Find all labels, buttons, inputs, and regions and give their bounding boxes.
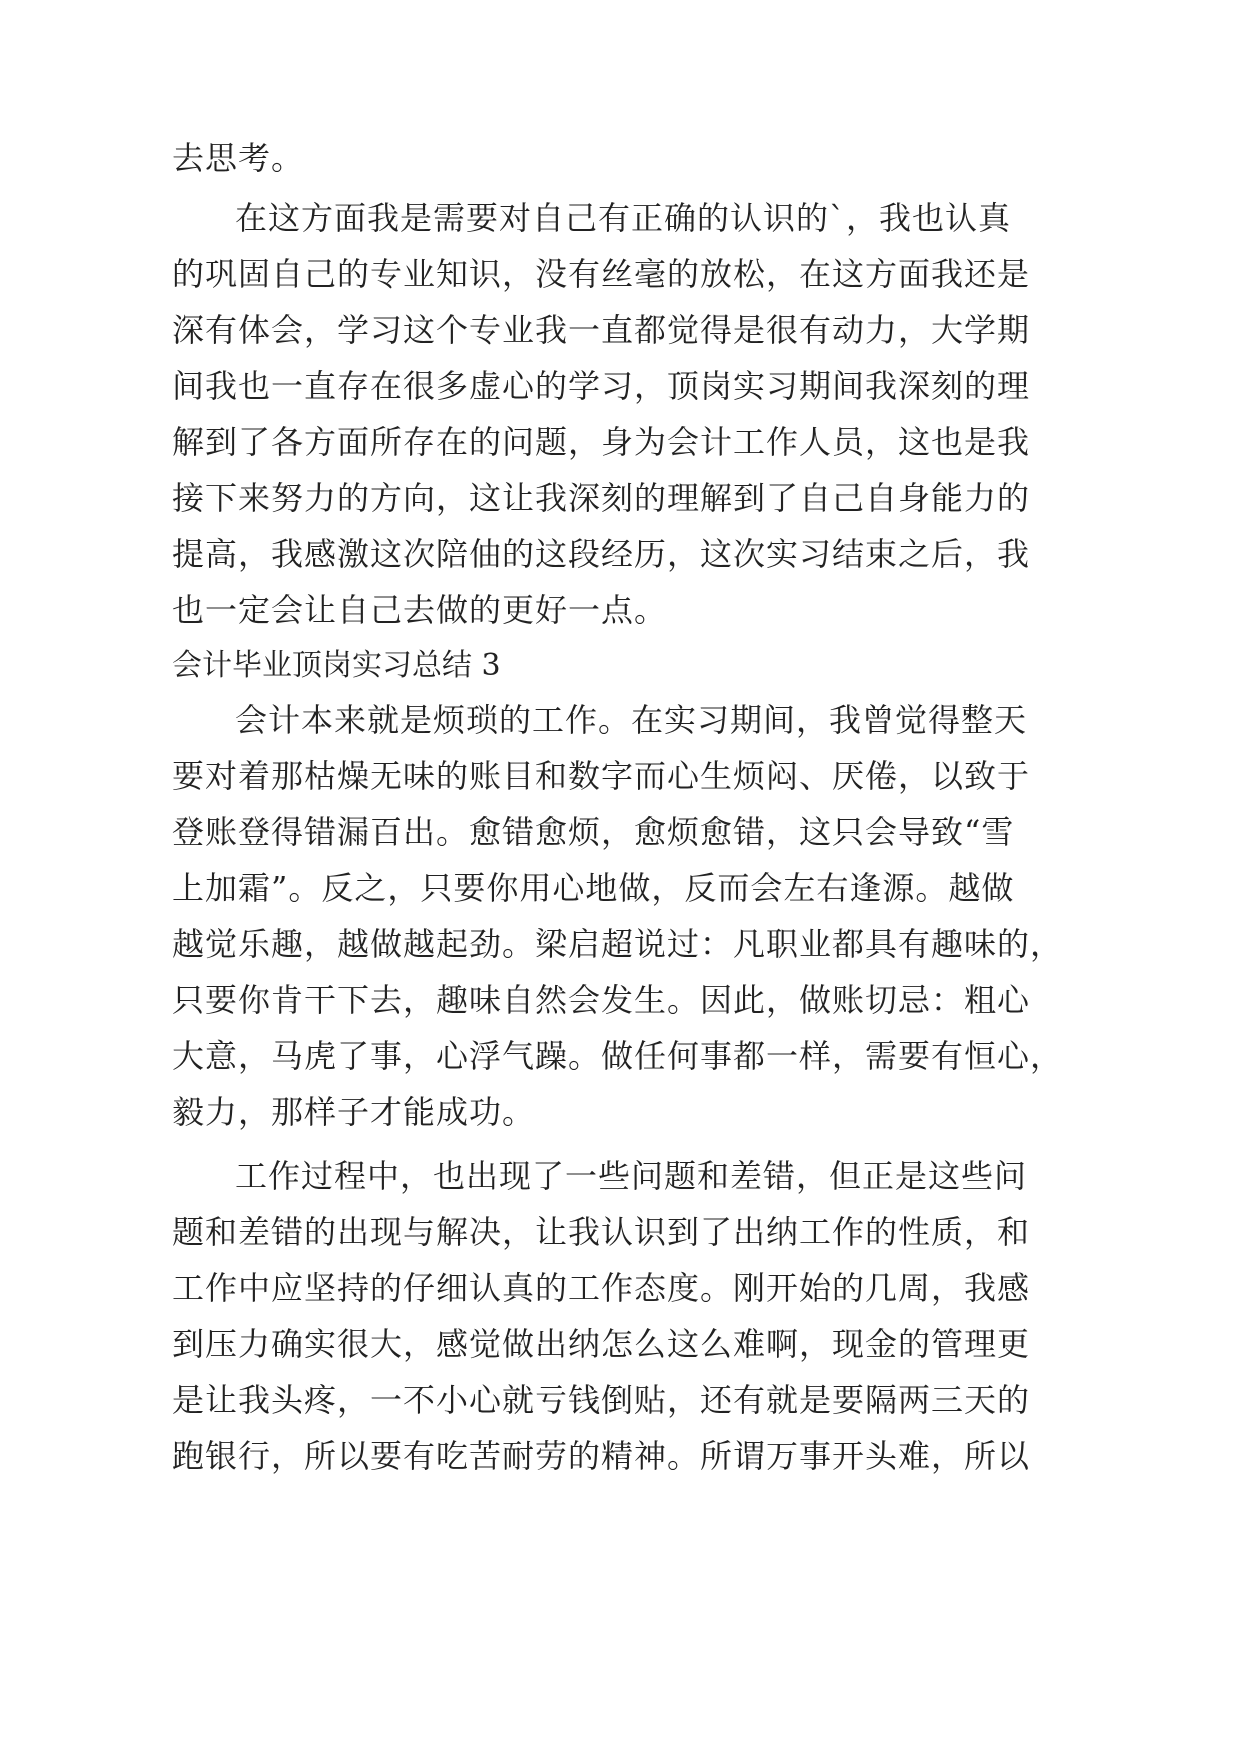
body-line: 解到了各方面所存在的问题，身为会计工作人员，这也是我	[172, 423, 1031, 461]
body-line: 上加霜”。反之，只要你用心地做，反而会左右逢源。越做	[172, 869, 1015, 907]
body-line: 要对着那枯燥无味的账目和数字而心生烦闷、厌倦，以致于	[172, 757, 1031, 795]
paragraph-first-line: 工作过程中，也出现了一些问题和差错，但正是这些问	[235, 1157, 1028, 1195]
body-line: 的巩固自己的专业知识，没有丝毫的放松，在这方面我还是	[172, 255, 1031, 293]
body-line: 题和差错的出现与解决，让我认识到了出纳工作的性质，和	[172, 1213, 1031, 1251]
body-line: 毅力，那样子才能成功。	[172, 1093, 536, 1131]
body-line: 是让我头疼，一不小心就亏钱倒贴，还有就是要隔两三天的	[172, 1381, 1031, 1419]
body-line: 也一定会让自己去做的更好一点。	[172, 591, 668, 629]
body-line: 接下来努力的方向，这让我深刻的理解到了自己自身能力的	[172, 479, 1031, 517]
paragraph-first-line: 会计本来就是烦琐的工作。在实习期间，我曾觉得整天	[235, 701, 1028, 739]
body-line: 间我也一直存在很多虚心的学习，顶岗实习期间我深刻的理	[172, 367, 1031, 405]
paragraph-first-line: 在这方面我是需要对自己有正确的认识的`，我也认真	[235, 199, 1012, 237]
body-line: 去思考。	[172, 139, 305, 177]
section-heading: 会计毕业顶岗实习总结 3	[172, 648, 501, 683]
body-line: 大意，马虎了事，心浮气躁。做任何事都一样，需要有恒心，	[172, 1037, 1064, 1075]
body-line: 越觉乐趣，越做越起劲。梁启超说过：凡职业都具有趣味的，	[172, 925, 1064, 963]
body-line: 工作中应坚持的仔细认真的工作态度。刚开始的几周，我感	[172, 1269, 1031, 1307]
body-line: 到压力确实很大，感觉做出纳怎么这么难啊，现金的管理更	[172, 1325, 1031, 1363]
body-line: 只要你肯干下去，趣味自然会发生。因此，做账切忌：粗心	[172, 981, 1031, 1019]
body-line: 提高，我感激这次陪伷的这段经历，这次实习结束之后，我	[172, 535, 1031, 573]
body-line: 跑银行，所以要有吃苦耐劳的精神。所谓万事开头难，所以	[172, 1437, 1031, 1475]
body-line: 登账登得错漏百出。愈错愈烦，愈烦愈错，这只会导致“雪	[172, 813, 1015, 851]
body-line: 深有体会，学习这个专业我一直都觉得是很有动力，大学期	[172, 311, 1031, 349]
